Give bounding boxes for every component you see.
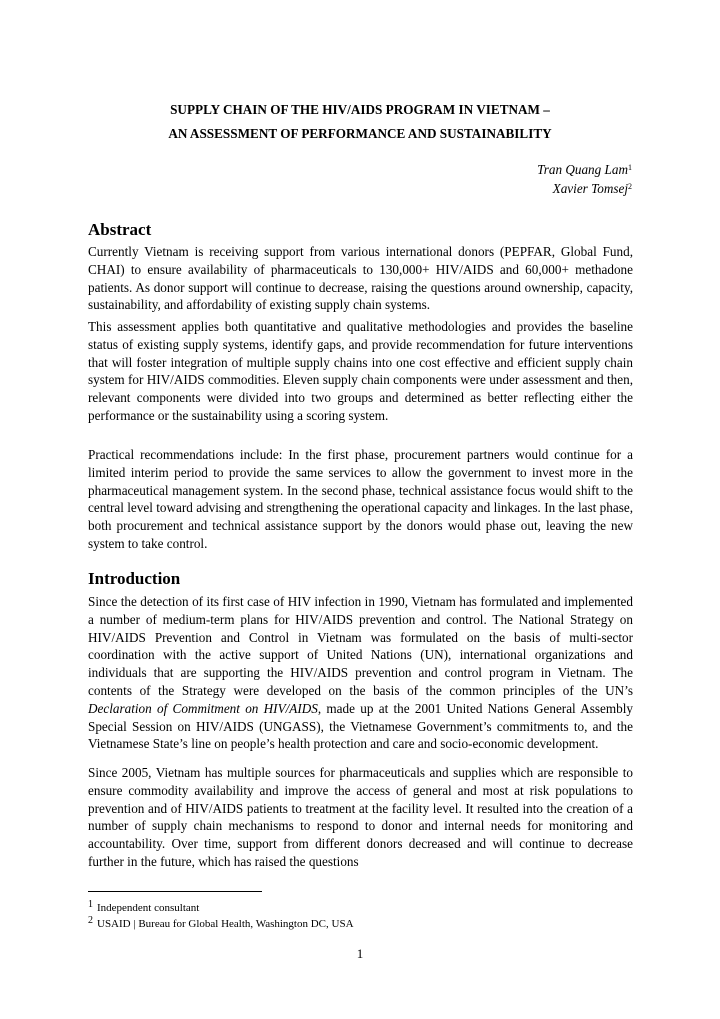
page-number: 1: [356, 946, 364, 961]
author-footnote-mark: 1: [628, 163, 632, 172]
author-name: Xavier Tomsej: [552, 181, 628, 196]
introduction-paragraph-1: [88, 593, 633, 753]
document-title-italic: Declaration of Commitment on HIV/AIDS: [88, 700, 318, 716]
abstract-heading: Abstract: [88, 220, 152, 239]
paragraph-text: , made up at the 2001 United Nations General Assembly Special Session on HIV/AIDS (UNGASS), the Vietnamese Government’s commitments to, and the Vietnamese State’s line on people’s health protection and care and socio-economic development.: [88, 700, 633, 752]
title-line-1: SUPPLY CHAIN OF THE HIV/AIDS PROGRAM IN VIETNAM –: [170, 102, 550, 117]
footnote-1: [88, 901, 199, 915]
footnote-divider: [88, 891, 262, 892]
footnote-mark: 1: [88, 899, 93, 910]
author-name: Tran Quang Lam: [537, 162, 628, 177]
title-line-2: AN ASSESSMENT OF PERFORMANCE AND SUSTAINABILITY: [168, 126, 552, 141]
author: [537, 179, 632, 198]
introduction-paragraph-2: Since 2005, Vietnam has multiple sources for pharmaceuticals and supplies which are responsible to ensure commodity availability and improve the access of general and most at risk populations to prevention and of HIV/AIDS patients to treatment at the facility level. It resulted into the creation of a number of supply chain mechanisms to respond to donor and internal needs for monitoring and accountability. Over time, support from different donors decreased and will continue to decrease further in the future, which has raised the questions: [88, 765, 633, 869]
author-footnote-mark: 2: [628, 182, 632, 191]
abstract-paragraph-1: Currently Vietnam is receiving support from various international donors (PEPFAR, Global Fund, CHAI) to ensure availability of pharmaceuticals to 130,000+ HIV/AIDS and 60,000+ methadone patients. As donor support will continue to decrease, raising the questions around ownership, capacity, sustainability, and affordability of existing supply chain systems.: [88, 244, 633, 313]
footnote-text: USAID | Bureau for Global Health, Washington DC, USA: [97, 918, 354, 930]
author-list: [537, 160, 632, 198]
abstract-paragraph-2: This assessment applies both quantitative and qualitative methodologies and provides the baseline status of existing supply systems, identify gaps, and provide recommendation for future interventions that will foster integration of multiple supply chains into one cost effective and efficient supply chain system for HIV/AIDS commodities. Eleven supply chain components were under assessment and then, relevant components were divided into two groups and determined as better reflecting either the performance or the sustainability using a scoring system.: [88, 319, 633, 423]
introduction-heading: Introduction: [88, 569, 181, 588]
abstract-paragraph-3: Practical recommendations include: In the first phase, procurement partners would continue for a limited interim period to provide the same services to allow the government to invest more in the pharmaceutical management system. In the second phase, technical assistance focus would shift to the central level toward advising and strengthening the operational capacity and linkages. In the last phase, both procurement and technical assistance support by the donors would phase out, leaving the new system to take control.: [88, 447, 633, 551]
paper-title: [88, 98, 632, 146]
footnote-2: [88, 917, 354, 931]
footnote-mark: 2: [88, 915, 93, 926]
footnote-text: Independent consultant: [97, 902, 200, 914]
paragraph-text: Since the detection of its first case of HIV infection in 1990, Vietnam has formulated and implemented a number of medium-term plans for HIV/AIDS prevention and control. The National Strategy on HIV/AIDS Prevention and Control in Vietnam was formulated on the basis of multi-sector coordination with the active support of United Nations (UN), international organizations and individuals that are supporting the HIV/AIDS prevention and control program in Vietnam. The contents of the Strategy were developed on the basis of the common principles of the UN’s: [88, 594, 633, 698]
author: [537, 160, 632, 179]
